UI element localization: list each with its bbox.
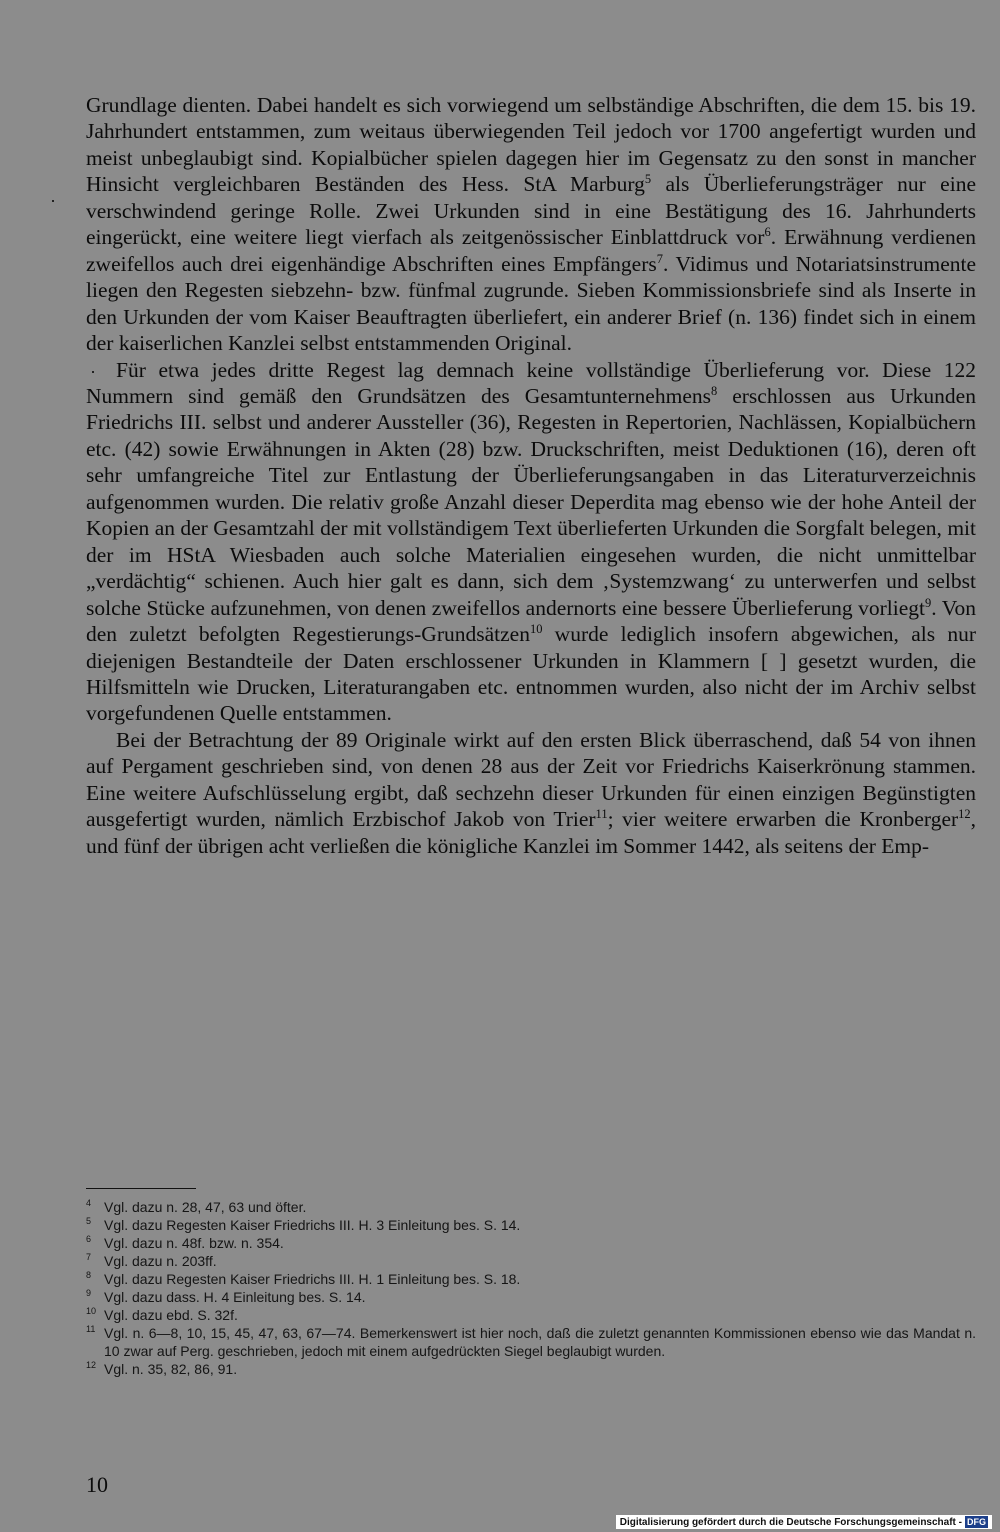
footnote-item [86, 1216, 976, 1234]
footnote-number: 12 [86, 1360, 97, 1370]
footnote-item [86, 1234, 976, 1252]
footnotes [86, 1198, 976, 1378]
paragraph-text: erschlossen aus Urkunden Friedrichs III. selbst und anderer Aussteller (36), Regesten in Repertorien, Nachlässen, Kopialbüchern etc. (42) sowie Erwähnungen in Akten (28) bzw. Druckschriften, meist Deduktionen (16), deren oft sehr umfangreiche Titel zur Entlastung der Überlieferungsangaben in das Literaturverzeichnis aufgenommen wurden. Die relativ große Anzahl dieser Deperdita mag ebenso wie der hohe Anteil der Kopien an der Gesamtzahl der mit vollständigem Text überlieferten Urkunden die Sorgfalt belegen, mit der im HStA Wiesbaden auch solche Materialien eingesehen wurden, die nicht unmittelbar „verdächtig“ schienen. Auch hier galt es dann, sich dem ‚Systemzwang‘ zu unterwerfen und selbst solche Stücke aufzunehmen, von denen zweifellos andernorts eine bessere Überlieferung vorliegt [86, 383, 976, 620]
footnote-text: Vgl. dazu ebd. S. 32f. [104, 1307, 238, 1323]
scan-speck [52, 200, 54, 202]
paragraph-text: ; vier weitere erwarben die Kronberger [607, 807, 959, 832]
footnote-number: 5 [86, 1216, 92, 1226]
footnote-text: Vgl. dazu n. 203ff. [104, 1253, 217, 1269]
footnote-number: 9 [86, 1288, 92, 1298]
footnote-number: 11 [86, 1324, 96, 1334]
footnote-reference: 9 [925, 595, 932, 610]
footnote-item [86, 1252, 976, 1270]
footnote-item [86, 1198, 976, 1216]
footnote-text: Vgl. n. 6—8, 10, 15, 45, 47, 63, 67—74. Bemerkenswert ist hier noch, daß die zuletzt genannten Kommissionen ebenso wie das Mandat n. 10 zwar auf Perg. geschrieben, jedoch mit einem aufgedrückten Siegel beglaubigt wurden. [104, 1325, 976, 1359]
paragraph-text: Für etwa jedes dritte Regest lag demnach keine vollständige Überlieferung vor. Diese 122 Nummern sind gemäß den Grundsätzen des Gesamtunternehmens [86, 357, 976, 408]
footnote-number: 4 [86, 1198, 92, 1208]
footnote-reference: 11 [595, 807, 608, 822]
footnote-text: Vgl. dazu Regesten Kaiser Friedrichs III. H. 1 Einleitung bes. S. 18. [104, 1271, 521, 1287]
dfg-logo-icon: DFG [967, 1517, 986, 1527]
credit-text: Digitalisierung gefördert durch die Deutsche Forschungsgemeinschaft - [619, 1516, 962, 1528]
footnote-item [86, 1306, 976, 1324]
paragraph-text: als Überlieferungsträger nur eine verschwindend geringe Rolle. Zwei Urkunden sind in eine Bestätigung des 16. Jahrhunderts eingerückt, eine weitere liegt vierfach als zeitgenössischer Einblattdruck vor [86, 172, 976, 250]
footnote-separator [86, 1188, 196, 1189]
body-text [86, 92, 976, 859]
footnote-reference: 6 [764, 225, 771, 240]
footnote-item [86, 1288, 976, 1306]
body-paragraph [86, 357, 976, 727]
footnote-text: Vgl. dazu Regesten Kaiser Friedrichs III. H. 3 Einleitung bes. S. 14. [104, 1217, 521, 1233]
footnote-number: 6 [86, 1234, 92, 1244]
footnote-text: Vgl. n. 35, 82, 86, 91. [104, 1361, 238, 1377]
body-paragraph [86, 92, 976, 357]
paragraph-text: , und fünf der übrigen acht verließen die königliche Kanzlei im Sommer 1442, als seitens der Emp- [86, 807, 976, 858]
paragraph-text: . Vidimus und Notariatsinstrumente liegen den Regesten siebzehn- bzw. fünfmal zugrunde. Sieben Kommissionsbriefe sind als Inserte in den Urkunden der vom Kaiser Beauftragten überliefert, ein anderer Brief (n. 136) findet sich in einem der kaiserlichen Kanzlei selbst entstammenden Original. [86, 251, 977, 356]
footnote-number: 7 [86, 1252, 92, 1262]
footnote-reference: 5 [644, 172, 652, 187]
footnote-reference: 12 [958, 807, 971, 822]
footnote-reference: 10 [529, 621, 543, 636]
paragraph-text: . Von den zuletzt befolgten Regestierungs-Grundsätzen [86, 595, 976, 647]
scan-speck [92, 371, 94, 373]
footnote-number: 10 [86, 1306, 97, 1316]
footnote-item [86, 1360, 976, 1378]
footnote-item [86, 1270, 976, 1288]
paragraph-text: Grundlage dienten. Dabei handelt es sich vorwiegend um selbständige Abschriften, die dem 15. bis 19. Jahrhundert entstammen, zum weitaus überwiegenden Teil jedoch vor 1700 angefertigt wurden und meist unbeglaubigt sind. Kopialbücher spielen dagegen hier im Gegensatz zu den sonst in mancher Hinsicht vergleichbaren Beständen des Hess. StA Marburg [86, 93, 976, 197]
page-number: 10 [86, 1472, 108, 1497]
footnote-number: 8 [86, 1270, 92, 1280]
footnote-text: Vgl. dazu n. 28, 47, 63 und öfter. [104, 1199, 307, 1215]
footnote-text: Vgl. dazu n. 48f. bzw. n. 354. [104, 1235, 284, 1251]
paragraph-text: wurde lediglich insofern abgewichen, als nur diejenigen Bestandteile der Daten erschlossener Urkunden in Klammern [ ] gesetzt wurden, die Hilfsmitteln wie Drucken, Literaturangaben etc. entnommen wurden, also nicht der im Archiv selbst vorgefundenen Quelle entstammen. [86, 622, 977, 726]
footnote-text: Vgl. dazu dass. H. 4 Einleitung bes. S. 14. [104, 1289, 366, 1305]
footnote-item [86, 1324, 976, 1360]
footnote-reference: 7 [656, 251, 663, 266]
digitization-credit [616, 1515, 992, 1529]
footnote-reference: 8 [710, 383, 718, 398]
paragraph-text: . Erwähnung verdienen zweifellos auch drei eigenhändige Abschriften eines Empfängers [86, 225, 976, 276]
body-paragraph [86, 727, 976, 859]
paragraph-text: Bei der Betrachtung der 89 Originale wirkt auf den ersten Blick überraschend, daß 54 von ihnen auf Pergament geschrieben sind, von denen 28 aus der Zeit vor Friedrichs Kaiserkrönung stammen. Eine weitere Aufschlüsselung ergibt, daß sechzehn dieser Urkunden für einen einzigen Begünstigten ausgefertigt wurden, nämlich Erzbischof Jakob von Trier [86, 727, 976, 832]
